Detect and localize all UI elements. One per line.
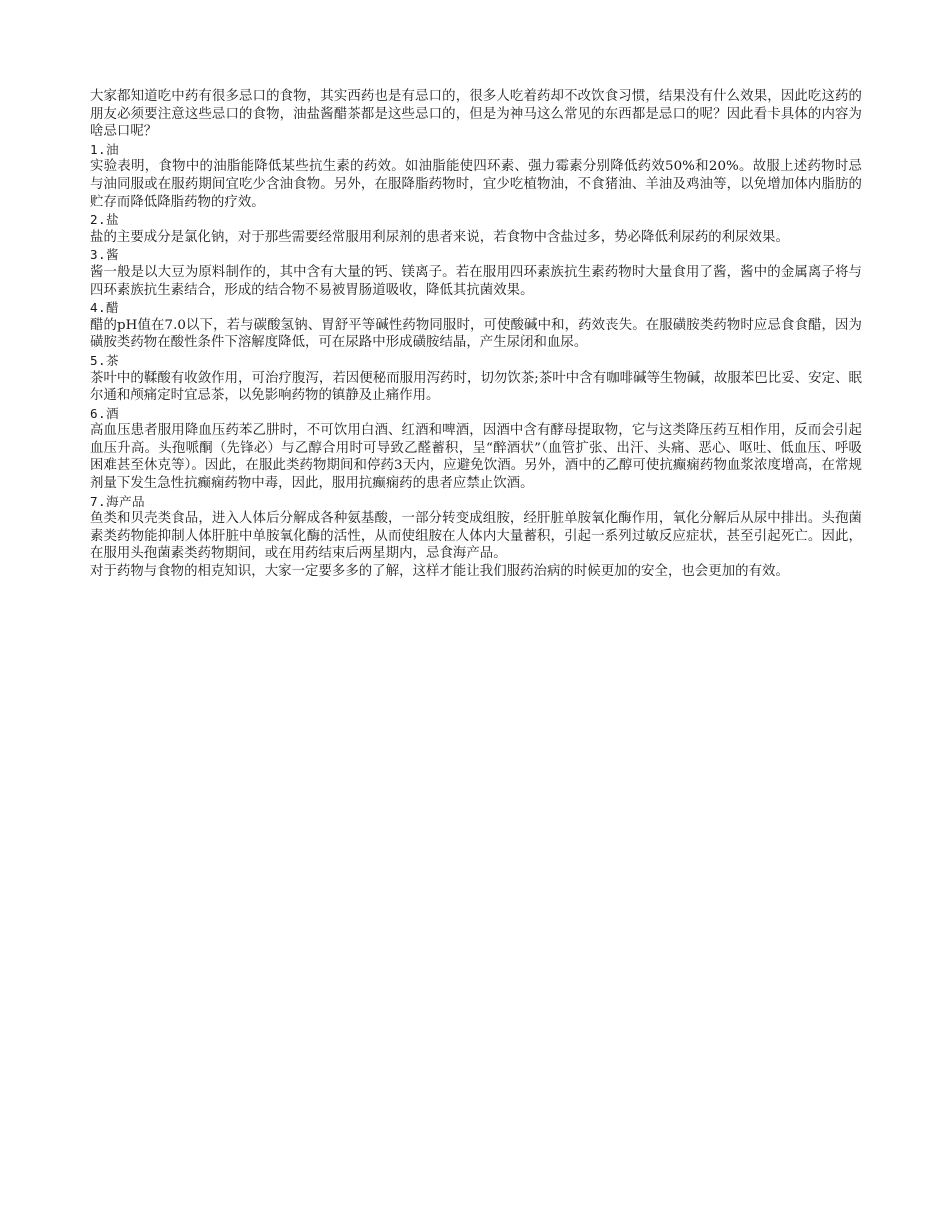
section-body-sauce: 酱一般是以大豆为原料制作的，其中含有大量的钙、镁离子。若在服用四环素族抗生素药物时大量食用了酱，酱中的金属离子将与四环素族抗生素结合，形成的结合物不易被胃肠道吸收，降低其抗菌效果。 [90,264,862,298]
section-heading-tea: 5.茶 [90,352,119,368]
section-heading-seafood: 7.海产品 [90,493,145,509]
section-heading-vinegar: 4.醋 [90,300,119,316]
section-body-alcohol: 高血压患者服用降血压药苯乙肼时，不可饮用白酒、红酒和啤酒，因酒中含有酵母提取物，它与这类降压药互相作用，反而会引起血压升高。头孢哌酮（先锋必）与乙醇合用时可导致乙醛蓄积，呈“醉酒状”（血管扩张、出汗、头痛、恶心、呕吐、低血压、呼吸困难甚至休克等）。因此，在服此类药物期间和停药3天内，应避免饮酒。另外，酒中的乙醇可使抗癫痫药物血浆浓度增高，在常规剂量下发生急性抗癫痫药物中毒，因此，服用抗癫痫药的患者应禁止饮酒。 [90,423,862,492]
section-body-salt: 盐的主要成分是氯化钠，对于那些需要经常服用利尿剂的患者来说，若食物中含盐过多，势必降低利尿药的利尿效果。 [90,229,789,245]
intro-paragraph: 大家都知道吃中药有很多忌口的食物，其实西药也是有忌口的，很多人吃着药却不改饮食习惯，结果没有什么效果，因此吃这药的朋友必须要注意这些忌口的食物，油盐酱醋茶都是这些忌口的，但是为神马这么常见的东西都是忌口的呢？因此看卡具体的内容为啥忌口呢？ [90,89,862,140]
section-heading-alcohol: 6.酒 [90,405,119,421]
section-body-seafood: 鱼类和贝壳类食品，进入人体后分解成各种氨基酸，一部分转变成组胺，经肝脏单胺氧化酶作用，氧化分解后从尿中排出。头孢菌素类药物能抑制人体肝脏中单胺氧化酶的活性，从而使组胺在人体内大量蓄积，引起一系列过敏反应症状，甚至引起死亡。因此，在服用头孢菌素类药物期间，或在用药结束后两星期内，忌食海产品。 [90,511,862,562]
section-heading-salt: 2.盐 [90,212,119,228]
section-heading-sauce: 3.酱 [90,247,119,263]
article-body [90,88,862,581]
section-body-oil: 实验表明，食物中的油脂能降低某些抗生素的药效。如油脂能使四环素、强力霉素分别降低药效50%和20%。故服上述药物时忌与油同服或在服药期间宜吃少含油食物。另外，在服降脂药物时，宜少吃植物油，不食猪油、羊油及鸡油等，以免增加体内脂肪的贮存而降低降脂药物的疗效。 [90,159,862,210]
conclusion-paragraph: 对于药物与食物的相克知识，大家一定要多多的了解，这样才能让我们服药治病的时候更加的安全，也会更加的有效。 [90,564,789,580]
section-body-vinegar: 醋的pH值在7.0以下，若与碳酸氢钠、胃舒平等碱性药物同服时，可使酸碱中和，药效丧失。在服磺胺类药物时应忌食食醋，因为磺胺类药物在酸性条件下溶解度降低，可在尿路中形成磺胺结晶，产生尿闭和血尿。 [90,317,862,351]
section-heading-oil: 1.油 [90,141,119,157]
section-body-tea: 茶叶中的鞣酸有收敛作用，可治疗腹泻，若因便秘而服用泻药时，切勿饮茶;茶叶中含有咖啡碱等生物碱，故服苯巴比妥、安定、眠尔通和颅痛定时宜忌茶，以免影响药物的镇静及止痛作用。 [90,370,862,404]
